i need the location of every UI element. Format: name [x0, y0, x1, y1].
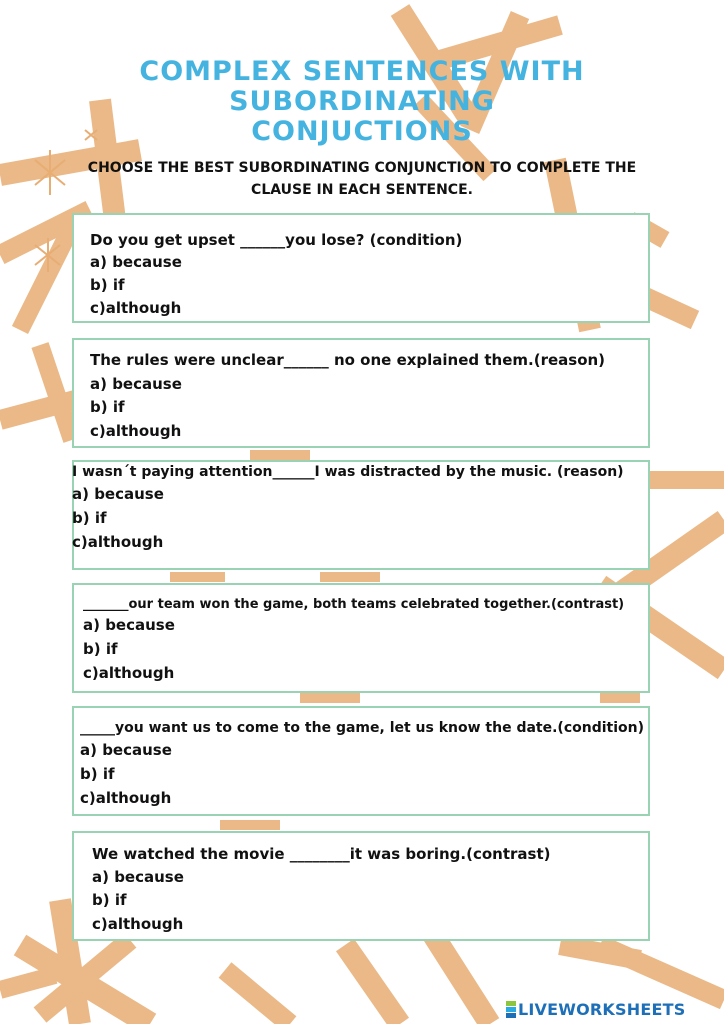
question-2-prompt: The rules were unclear______ no one explained them.(reason) — [90, 351, 606, 369]
question-5-option-a[interactable]: a) because — [80, 741, 172, 759]
question-3-prompt: I wasn´t paying attention______I was distracted by the music. (reason) — [72, 464, 624, 480]
question-4-option-a[interactable]: a) because — [83, 616, 175, 634]
question-5-option-c[interactable]: c)although — [80, 789, 172, 807]
worksheet-title-line-1: COMPLEX SENTENCES WITH — [139, 56, 585, 87]
question-box-5 — [72, 706, 650, 816]
question-6-option-c[interactable]: c)although — [92, 915, 184, 933]
logo-text: LIVEWORKSHEETS — [518, 999, 686, 1019]
instruction-line-1: CHOOSE THE BEST SUBORDINATING CONJUNCTION TO COMPLETE THE — [87, 160, 637, 176]
question-3-option-c[interactable]: c)although — [72, 533, 164, 551]
question-6-prompt: We watched the movie ________it was boring.(contrast) — [92, 845, 551, 863]
question-4-option-b[interactable]: b) if — [83, 640, 118, 658]
question-3-option-b[interactable]: b) if — [72, 509, 107, 527]
question-4-prompt: _______our team won the game, both teams celebrated together.(contrast) — [83, 597, 625, 612]
question-5-prompt: _____you want us to come to the game, let us know the date.(condition) — [80, 720, 645, 736]
question-1-option-a[interactable]: a) because — [90, 253, 182, 271]
question-2-option-c[interactable]: c)although — [90, 422, 182, 440]
liveworksheets-logo-icon — [506, 1001, 516, 1018]
question-6-option-b[interactable]: b) if — [92, 891, 127, 909]
question-2-option-b[interactable]: b) if — [90, 398, 125, 416]
question-box-2 — [72, 338, 650, 448]
question-box-6 — [72, 831, 650, 941]
question-box-4 — [72, 583, 650, 693]
instruction-line-2: CLAUSE IN EACH SENTENCE. — [251, 182, 473, 198]
liveworksheets-logo[interactable] — [506, 999, 685, 1019]
question-5-option-b[interactable]: b) if — [80, 765, 115, 783]
question-3-option-a[interactable]: a) because — [72, 485, 164, 503]
question-1-option-b[interactable]: b) if — [90, 276, 125, 294]
question-1-option-c[interactable]: c)although — [90, 299, 182, 317]
question-2-option-a[interactable]: a) because — [90, 375, 182, 393]
worksheet-title-line-2: SUBORDINATING — [229, 86, 495, 117]
question-4-option-c[interactable]: c)although — [83, 664, 175, 682]
worksheet-title-line-3: CONJUCTIONS — [251, 116, 473, 147]
question-box-1 — [72, 213, 650, 323]
question-1-prompt: Do you get upset ______you lose? (condition) — [90, 231, 463, 249]
question-box-3 — [72, 460, 650, 570]
question-6-option-a[interactable]: a) because — [92, 868, 184, 886]
